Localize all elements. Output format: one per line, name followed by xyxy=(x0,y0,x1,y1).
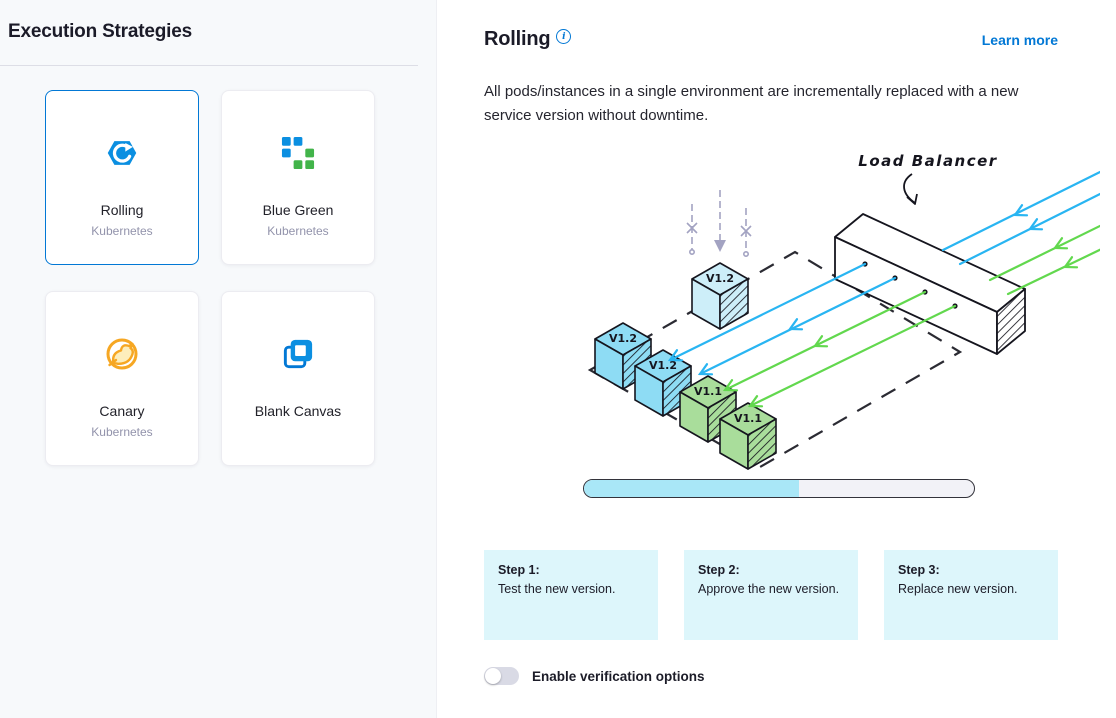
strategy-label: Canary xyxy=(99,403,145,419)
strategy-card-grid xyxy=(45,90,436,466)
learn-more-link[interactable]: Learn more xyxy=(981,32,1058,48)
canary-icon xyxy=(102,335,142,373)
strategy-card-blank-canvas[interactable] xyxy=(221,291,375,466)
strategy-list-panel xyxy=(0,0,437,718)
label-arrowhead xyxy=(907,194,917,204)
deploy-arrowhead xyxy=(714,240,726,252)
verification-toggle-row xyxy=(484,667,1058,685)
step-title: Step 3: xyxy=(898,563,940,577)
strategy-subtitle: Kubernetes xyxy=(91,425,153,439)
strategy-card-rolling[interactable] xyxy=(45,90,199,265)
strategy-detail-panel xyxy=(438,0,1116,718)
page-title: Execution Strategies xyxy=(8,21,192,42)
blue-green-icon xyxy=(280,134,316,172)
step-description: Approve the new version. xyxy=(698,582,840,596)
detail-header xyxy=(484,28,1058,51)
step-card-2 xyxy=(684,550,858,640)
strategy-label: Blank Canvas xyxy=(254,403,342,419)
cube-label: V1.2 xyxy=(649,359,677,372)
rolling-icon xyxy=(103,134,141,172)
strategy-card-canary[interactable] xyxy=(45,291,199,466)
step-title: Step 1: xyxy=(498,563,540,577)
cube-label: V1.2 xyxy=(706,272,734,285)
step-title: Step 2: xyxy=(698,563,740,577)
cube-label: V1.1 xyxy=(694,385,722,398)
strategy-subtitle: Kubernetes xyxy=(267,224,329,238)
divider xyxy=(0,65,418,66)
step-card-1 xyxy=(484,550,658,640)
step-description: Test the new version. xyxy=(498,582,616,596)
strategy-label: Rolling xyxy=(100,202,144,218)
step-card-3 xyxy=(884,550,1058,640)
strategy-description: All pods/instances in a single environment are incrementally replaced with a new service version without downtime. xyxy=(484,83,1019,124)
steps-row xyxy=(484,550,1058,640)
incoming-blue-traffic xyxy=(943,172,1100,264)
cube-label: V1.1 xyxy=(734,412,762,425)
verification-toggle-label: Enable verification options xyxy=(532,668,705,684)
step-description: Replace new version. xyxy=(898,582,1018,596)
load-balancer-label: Load Balancer xyxy=(858,152,998,170)
cube-label: V1.2 xyxy=(609,332,637,345)
detail-title: Rolling xyxy=(484,28,551,50)
deploy-x-marks xyxy=(687,223,751,256)
rolling-deployment-illustration xyxy=(560,142,1100,472)
strategy-label: Blue Green xyxy=(262,202,334,218)
toggle-knob-icon xyxy=(485,668,501,684)
info-icon[interactable] xyxy=(556,29,571,44)
rollout-progress-bar xyxy=(583,479,975,498)
strategy-card-blue-green[interactable] xyxy=(221,90,375,265)
strategy-subtitle: Kubernetes xyxy=(91,224,153,238)
blank-canvas-icon xyxy=(280,335,316,373)
verification-toggle[interactable] xyxy=(484,667,519,685)
rollout-progress-fill xyxy=(584,480,799,497)
